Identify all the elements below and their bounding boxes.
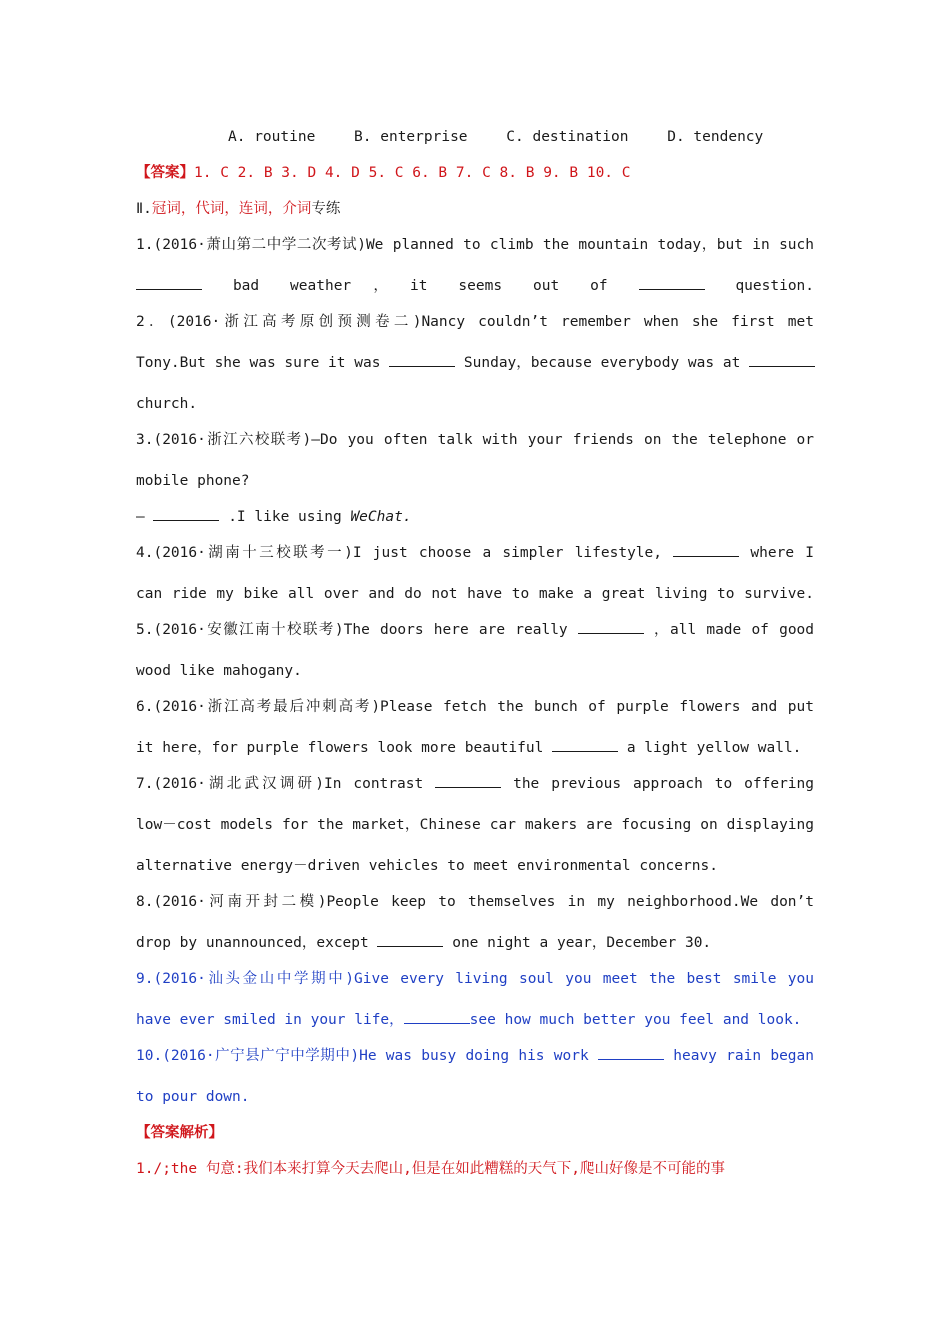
q8-text-a: drop by unannounced，except — [136, 935, 369, 951]
options-line — [228, 126, 828, 148]
q5-text-a: 5.(2016·安徽江南十校联考)The doors here are really — [136, 622, 568, 638]
q10-text-a: 10.(2016·广宁县广宁中学期中)He was busy doing his work — [136, 1048, 589, 1064]
q3-text-b: .I like using — [228, 509, 342, 525]
q1-text-a: bad weather，it seems out of — [232, 278, 608, 294]
q6-line1: 6.(2016·浙江高考最后冲刺高考)Please fetch the bunch of purple flowers and put — [136, 699, 814, 715]
q4-text-a: 4.(2016·湖南十三校联考一)I just choose a simpler lifestyle, — [136, 545, 662, 561]
q3-line1: 3.(2016·浙江六校联考)—Do you often talk with your friends on the telephone or — [136, 432, 814, 448]
q1-line2 — [136, 275, 814, 297]
q3-wechat: WeChat. — [350, 509, 412, 525]
q9-line2 — [136, 1009, 814, 1031]
blank — [389, 352, 455, 367]
q6-text-a: it here，for purple flowers look more beautiful — [136, 740, 544, 756]
blank — [377, 932, 443, 947]
blank — [673, 542, 739, 557]
q4-text-b: where I — [750, 545, 814, 561]
blank — [404, 1009, 470, 1024]
q5-text-b: ，all made of good — [654, 622, 815, 638]
q10-line2: to pour down. — [136, 1089, 250, 1105]
answer-label: 【答案】 — [136, 165, 194, 181]
blank — [598, 1045, 664, 1060]
q3-line3 — [136, 506, 814, 528]
q1-line1: 1.(2016·萧山第二中学二次考试)We planned to climb the mountain today，but in such — [136, 237, 814, 253]
option-a: A. routine — [228, 129, 316, 145]
blank — [136, 275, 202, 290]
q5-line1 — [136, 619, 814, 641]
blank — [578, 619, 644, 634]
section-title-black: 专练 — [311, 201, 341, 217]
blank — [639, 275, 705, 290]
q9-line1: 9.(2016·汕头金山中学期中)Give every living soul you meet the best smile you — [136, 971, 814, 987]
answer-text: 1. C 2. B 3. D 4. D 5. C 6. B 7. C 8. B 9. B 10. C — [194, 165, 631, 181]
q7-text-b: the previous approach to offering — [513, 776, 814, 792]
q6-line2 — [136, 737, 814, 759]
q7-text-a: 7.(2016·湖北武汉调研)In contrast — [136, 776, 424, 792]
q7-line1 — [136, 773, 814, 795]
q9-text-a: have ever smiled in your life， — [136, 1012, 404, 1028]
q10-line1 — [136, 1045, 814, 1067]
q4-line1 — [136, 542, 814, 564]
q4-line2: can ride my bike all over and do not have to make a great living to survive. — [136, 586, 814, 602]
answer-line — [136, 162, 814, 184]
q3-line2: mobile phone? — [136, 473, 250, 489]
section-title-red: 冠词，代词，连词，介词 — [151, 201, 312, 217]
blank — [749, 352, 815, 367]
q6-text-b: a light yellow wall. — [626, 740, 802, 756]
section-roman: Ⅱ. — [136, 201, 152, 217]
q2-line1: 2．(2016·浙江高考原创预测卷二)Nancy couldn’t remember when she first met — [136, 314, 814, 330]
option-b: B. enterprise — [354, 129, 468, 145]
analysis-line1: 1./;the 句意:我们本来打算今天去爬山,但是在如此糟糕的天气下,爬山好像是不可能的事 — [136, 1161, 726, 1177]
q8-line2 — [136, 932, 814, 954]
option-d: D. tendency — [667, 129, 764, 145]
blank — [153, 506, 219, 521]
option-c: C. destination — [506, 129, 629, 145]
q3-dash: — — [136, 509, 145, 525]
q10-text-b: heavy rain began — [673, 1048, 814, 1064]
q2-text-b: Sunday，because everybody was at — [463, 355, 741, 371]
q7-line2: low－cost models for the market，Chinese car makers are focusing on displaying — [136, 817, 814, 833]
q2-text-a: Tony.But she was sure it was — [136, 355, 381, 371]
analysis-label: 【答案解析】 — [136, 1125, 223, 1141]
q7-line3: alternative energy－driven vehicles to meet environmental concerns. — [136, 858, 718, 874]
blank — [435, 773, 501, 788]
q9-text-b: see how much better you feel and look. — [469, 1012, 802, 1028]
q8-line1: 8.(2016·河南开封二模)People keep to themselves in my neighborhood.We don’t — [136, 894, 814, 910]
q1-text-b: question. — [735, 278, 815, 294]
q2-line3: church. — [136, 396, 198, 412]
section-heading — [136, 198, 814, 220]
blank — [552, 737, 618, 752]
q8-text-b: one night a year，December 30. — [452, 935, 712, 951]
q5-line2: wood like mahogany. — [136, 663, 302, 679]
q2-line2 — [136, 352, 814, 374]
